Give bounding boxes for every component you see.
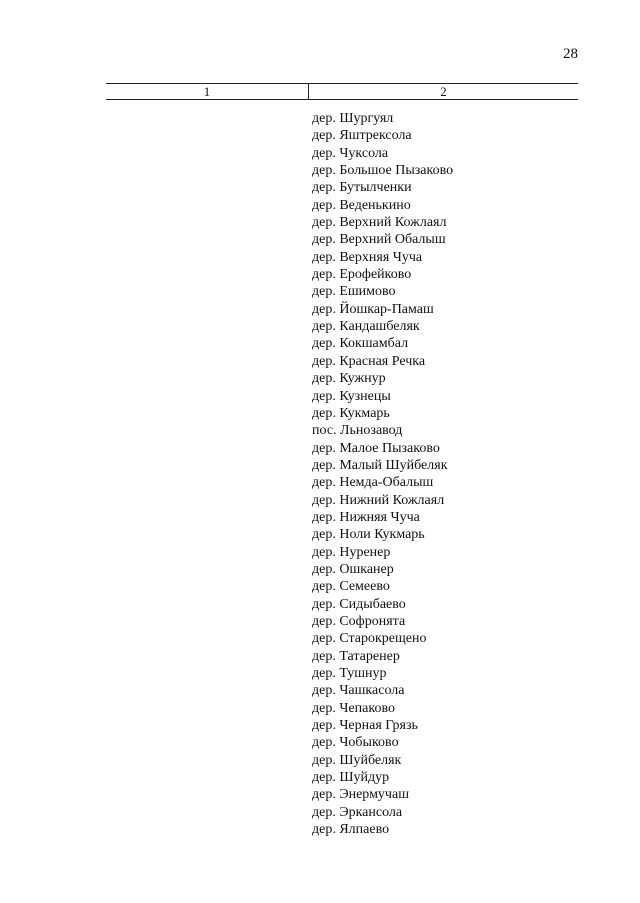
settlement-list-item: дер. Малое Пызаково (312, 440, 440, 456)
settlement-list-item: дер. Кандашбеляк (312, 319, 420, 335)
column-header-1: 1 (203, 84, 211, 99)
settlement-list-item: дер. Тушнур (312, 666, 387, 681)
settlement-list-item: дер. Ялпаево (312, 822, 390, 838)
settlement-list-item: дер. Немда-Обалыш (312, 475, 434, 491)
settlement-list-item: дер. Нижний Кожлаял (312, 492, 445, 508)
settlement-list-item: дер. Кузнецы (312, 388, 391, 404)
settlement-list-item: дер. Бутылченки (312, 180, 412, 196)
settlement-list-item: дер. Нижняя Чуча (312, 509, 420, 525)
settlement-list-item: дер. Черная Грязь (312, 718, 418, 734)
settlement-list-item: дер. Чуксола (312, 145, 389, 161)
settlement-list-item: дер. Шуйбеляк (312, 752, 402, 768)
settlement-list-item: дер. Яштрексола (312, 128, 412, 144)
settlement-list-item: дер. Красная Речка (312, 353, 426, 369)
settlement-list-item: дер. Верхняя Чуча (312, 249, 423, 265)
settlement-list-item: дер. Чашкасола (312, 683, 405, 699)
settlement-list-item: дер. Старокрещено (312, 631, 427, 647)
page-number: 28 (563, 46, 578, 62)
settlement-list-item: дер. Чобыково (312, 735, 399, 751)
settlement-list-item: дер. Нуренер (312, 544, 391, 560)
settlement-list-item: дер. Шуйдур (312, 770, 390, 786)
settlement-list-item: дер. Йошкар-Памаш (312, 301, 434, 317)
settlement-list-item: дер. Верхний Кожлаял (312, 215, 447, 231)
settlement-list-item: дер. Ерофейково (312, 267, 412, 283)
table-header-bottom-rule (106, 99, 578, 100)
settlement-list-item: дер. Ноли Кукмарь (312, 527, 425, 543)
settlement-list-item: дер. Ешимово (312, 284, 396, 300)
settlement-list-item: дер. Чепаково (312, 700, 395, 716)
settlement-list-item: дер. Кокшамбал (312, 336, 409, 352)
settlement-list (312, 110, 453, 838)
settlement-list-item: дер. Энермучаш (312, 787, 409, 803)
settlement-list-item: дер. Эркансола (312, 804, 403, 820)
settlement-list-item: дер. Верхний Обалыш (312, 232, 446, 248)
settlement-list-item: дер. Семеево (312, 579, 390, 595)
settlement-list-item: дер. Шургуял (312, 111, 394, 126)
settlement-list-item: дер. Большое Пызаково (312, 163, 454, 179)
settlement-list-item: дер. Софронята (312, 613, 406, 629)
settlement-list-item: дер. Малый Шуйбеляк (312, 457, 448, 473)
settlement-list-item: пос. Льнозавод (312, 423, 403, 439)
settlement-list-item: дер. Сидыбаево (312, 596, 406, 612)
settlement-list-item: дер. Веденькино (312, 197, 411, 213)
settlement-list-item: дер. Татаренер (312, 648, 400, 664)
settlement-list-item: дер. Кужнур (312, 371, 386, 387)
settlement-list-item: дер. Кукмарь (312, 405, 390, 421)
column-header-2: 2 (440, 84, 447, 99)
table-header (106, 83, 578, 99)
settlement-list-item: дер. Ошканер (312, 561, 394, 577)
